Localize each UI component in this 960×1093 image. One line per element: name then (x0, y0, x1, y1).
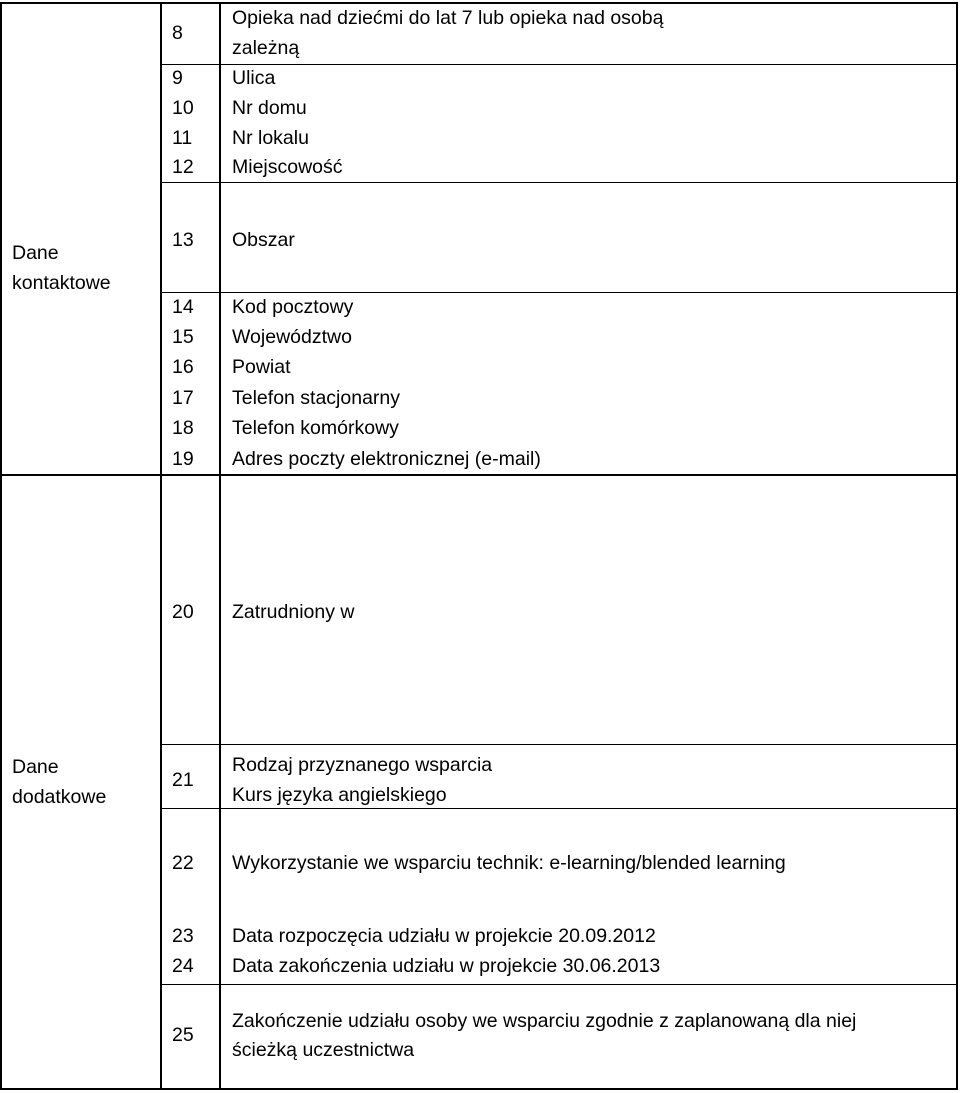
row-label: Wykorzystanie we wsparciu technik: e-learning/blended learning (232, 852, 786, 874)
row-number: 20 (172, 601, 194, 623)
row-label: Miejscowość (232, 156, 343, 178)
table-border-left (0, 2, 2, 1090)
section-label-contact: Dane kontaktowe (12, 242, 111, 294)
row-label: Telefon stacjonarny (232, 387, 401, 409)
row-number: 12 (172, 156, 194, 178)
table-border-right (956, 2, 958, 1090)
row-number: 24 (172, 955, 194, 977)
row-label: Data rozpoczęcia udziału w projekcie 20.09.2012 (232, 925, 656, 947)
row-label: Nr domu (232, 97, 307, 119)
table-border-bottom (0, 1088, 958, 1090)
section-divider (0, 474, 958, 476)
section-label-additional: Dane dodatkowe (12, 756, 107, 808)
row-divider (160, 744, 958, 745)
row-label: Telefon komórkowy (232, 417, 399, 439)
row-number: 8 (172, 22, 183, 44)
row-number: 9 (172, 67, 183, 89)
row-number: 23 (172, 925, 194, 947)
row-divider (160, 182, 958, 183)
row-label: ścieżką uczestnictwa (232, 1039, 415, 1061)
row-label: Zakończenie udziału osoby we wsparciu zgodnie z zaplanowaną dla niej (232, 1010, 857, 1032)
row-label: Rodzaj przyznanego wsparcia (232, 754, 493, 776)
row-label: Zatrudniony w (232, 601, 355, 623)
row-number: 11 (172, 127, 193, 149)
column-divider-1 (160, 2, 162, 1090)
row-label: Kurs języka angielskiego (232, 784, 447, 806)
row-label: Adres poczty elektronicznej (e-mail) (232, 448, 541, 470)
row-label: Województwo (232, 326, 352, 348)
row-number: 22 (172, 852, 194, 874)
row-label: Nr lokalu (232, 127, 309, 149)
row-label: Ulica (232, 67, 276, 89)
column-divider-2 (219, 2, 221, 1090)
row-number: 15 (172, 326, 194, 348)
row-number: 10 (172, 97, 194, 119)
row-label: Opieka nad dziećmi do lat 7 lub opieka nad osobą (232, 7, 664, 29)
row-divider (160, 64, 958, 65)
row-number: 14 (172, 296, 194, 318)
row-number: 21 (172, 769, 194, 791)
row-number: 19 (172, 448, 194, 470)
row-number: 13 (172, 229, 194, 251)
row-label: Obszar (232, 229, 295, 251)
row-number: 17 (172, 387, 194, 409)
row-label: zależną (232, 37, 300, 59)
row-number: 18 (172, 417, 194, 439)
row-label: Data zakończenia udziału w projekcie 30.06.2013 (232, 955, 661, 977)
row-label: Kod pocztowy (232, 296, 354, 318)
row-number: 16 (172, 356, 194, 378)
row-divider (160, 984, 958, 985)
row-label: Powiat (232, 356, 291, 378)
row-number: 25 (172, 1024, 194, 1046)
